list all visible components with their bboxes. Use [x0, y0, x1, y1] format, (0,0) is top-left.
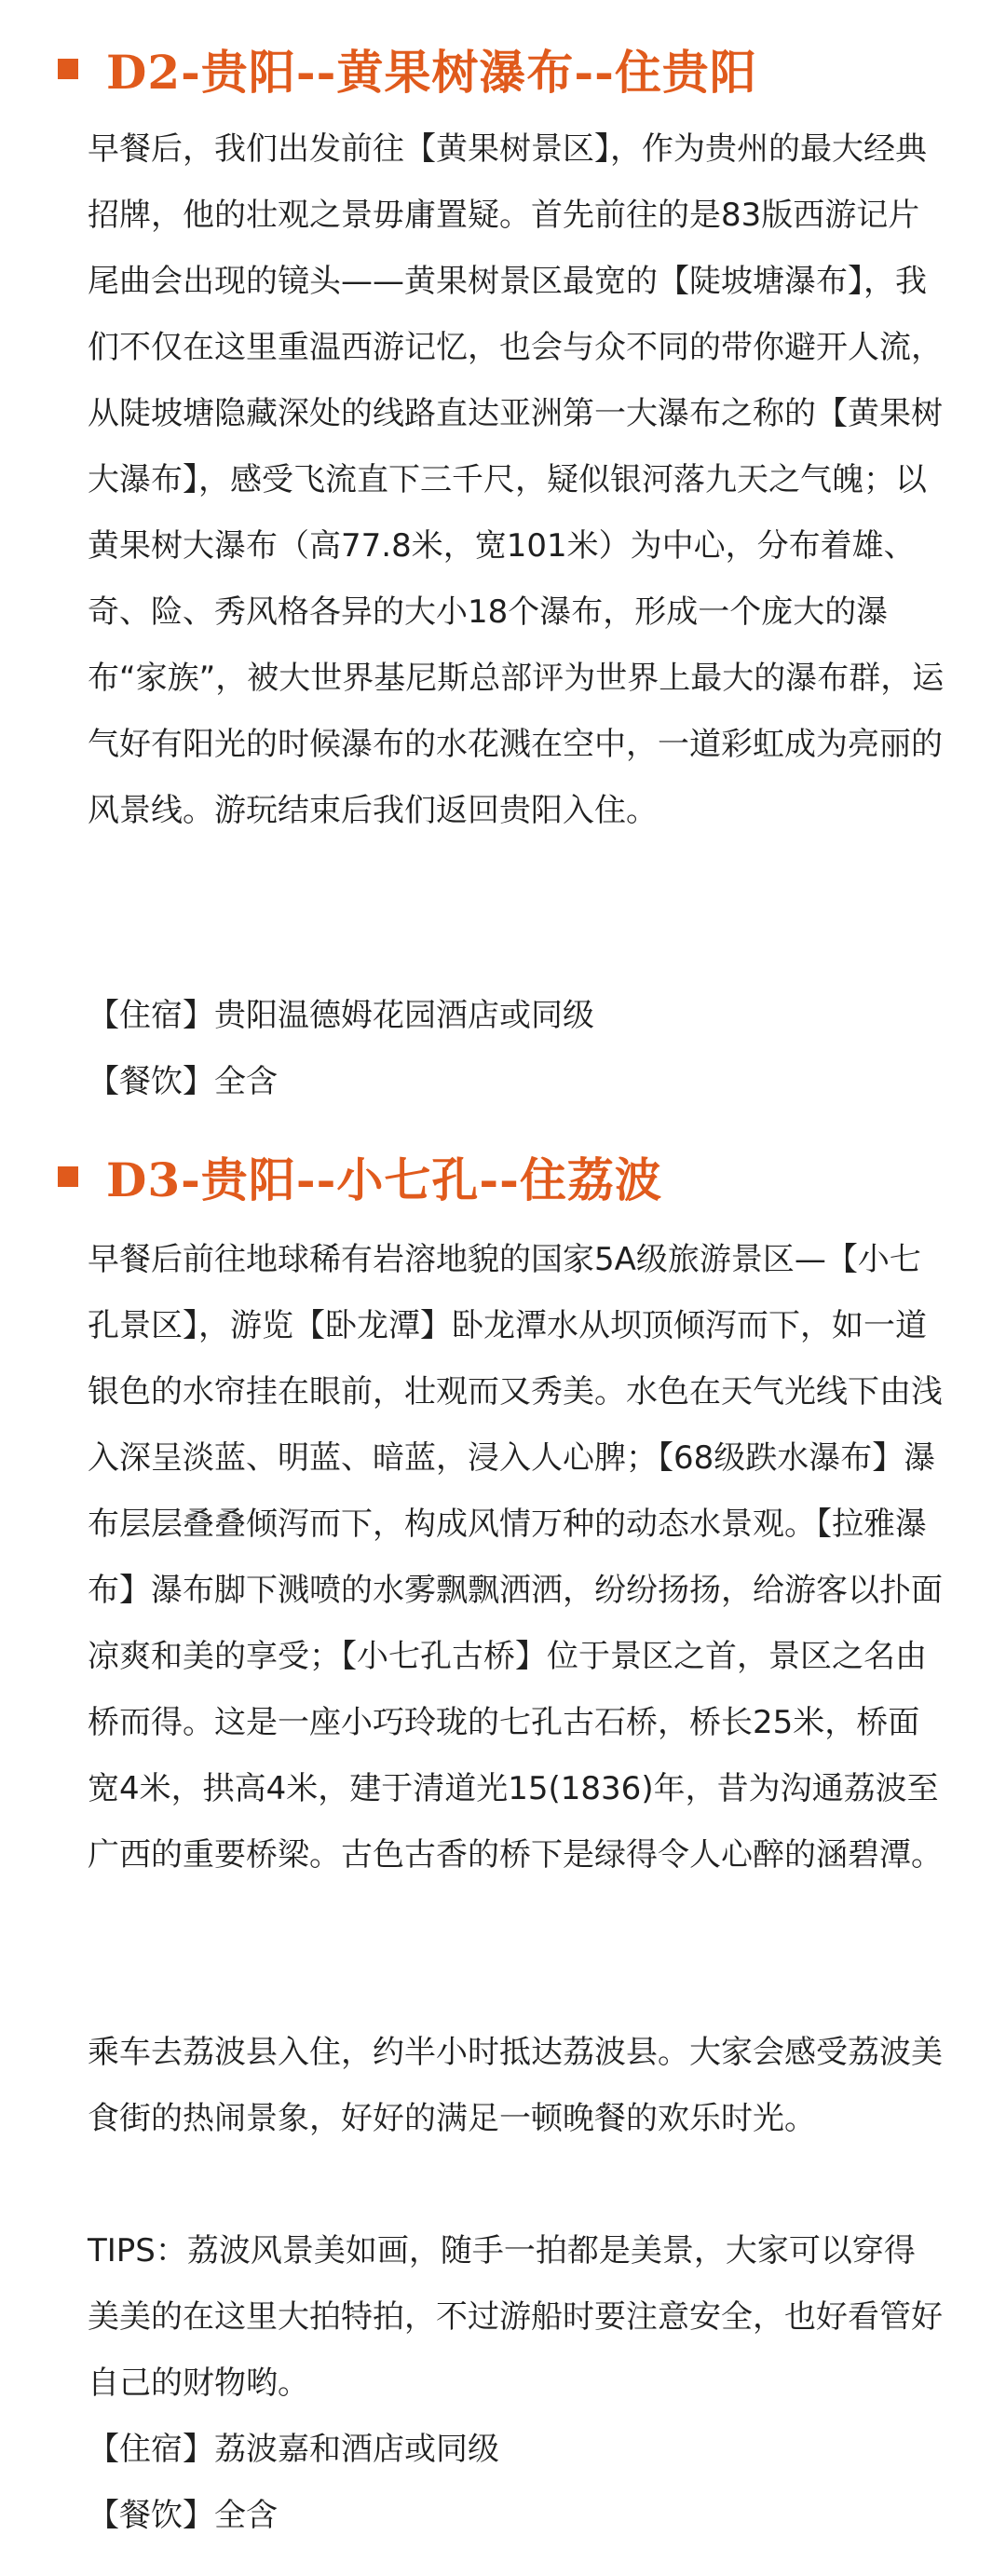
day-description: 早餐后前往地球稀有岩溶地貌的国家5A级旅游景区—【小七孔景区】，游览【卧龙潭】卧龙潭水从坝顶倾泻而下，如一道银色的水帘挂在眼前，壮观而又秀美。水色在天气光线下由浅入深呈淡蓝、明蓝、暗蓝，浸入人心脾；【68级跌水瀑布】瀑布层层叠叠倾泻而下，构成风情万种的动态水景观。【拉雅瀑布】瀑布脚下溅喷的水雾飘飘洒洒，纷纷扬扬，给游客以扑面凉爽和美的享受；【小七孔古桥】位于景区之首，景区之名由桥而得。这是一座小巧玲珑的七孔古石桥，桥长25米，桥面宽4米，拱高4米，建于清道光15(1836)年，昔为沟通荔波至广西的重要桥梁。古色古香的桥下是绿得令人心醉的涵碧潭。: [88, 1241, 943, 1874]
day-title: D2-贵阳--黄果树瀑布--住贵阳: [106, 45, 757, 100]
lodging-info: 【住宿】贵阳温德姆花园酒店或同级: [88, 997, 594, 1034]
travel-tips: TIPS：荔波风景美如画，随手一拍都是美景，大家可以穿得美美的在这里大拍特拍，不过游船时要注意安全，也好看管好自己的财物哟。: [88, 2232, 943, 2402]
day-header-d2: [58, 35, 757, 102]
day-description: 乘车去荔波县入住，约半小时抵达荔波县。大家会感受荔波美食街的热闹景象，好好的满足一顿晚餐的欢乐时光。: [88, 2034, 943, 2137]
day-description: 早餐后，我们出发前往【黄果树景区】，作为贵州的最大经典招牌，他的壮观之景毋庸置疑。首先前往的是83版西游记片尾曲会出现的镜头——黄果树景区最宽的【陡坡塘瀑布】，我们不仅在这里重温西游记忆，也会与众不同的带你避开人流，从陡坡塘隐藏深处的线路直达亚洲第一大瀑布之称的【黄果树大瀑布】，感受飞流直下三千尺，疑似银河落九天之气魄；以黄果树大瀑布（高77.8米，宽101米）为中心，分布着雄、奇、险、秀风格各异的大小18个瀑布，形成一个庞大的瀑布“家族”，被大世界基尼斯总部评为世界上最大的瀑布群，运气好有阳光的时候瀑布的水花溅在空中，一道彩虹成为亮丽的风景线。游玩结束后我们返回贵阳入住。: [88, 130, 945, 829]
meals-info: 【餐饮】全含: [88, 1063, 278, 1100]
day-header-d3: [58, 1143, 662, 1210]
square-bullet-icon: [58, 59, 78, 79]
lodging-info: 【住宿】荔波嘉和酒店或同级: [88, 2431, 499, 2468]
day-title: D3-贵阳--小七孔--住荔波: [106, 1152, 662, 1207]
meals-info: 【餐饮】全含: [88, 2497, 278, 2534]
square-bullet-icon: [58, 1166, 78, 1187]
